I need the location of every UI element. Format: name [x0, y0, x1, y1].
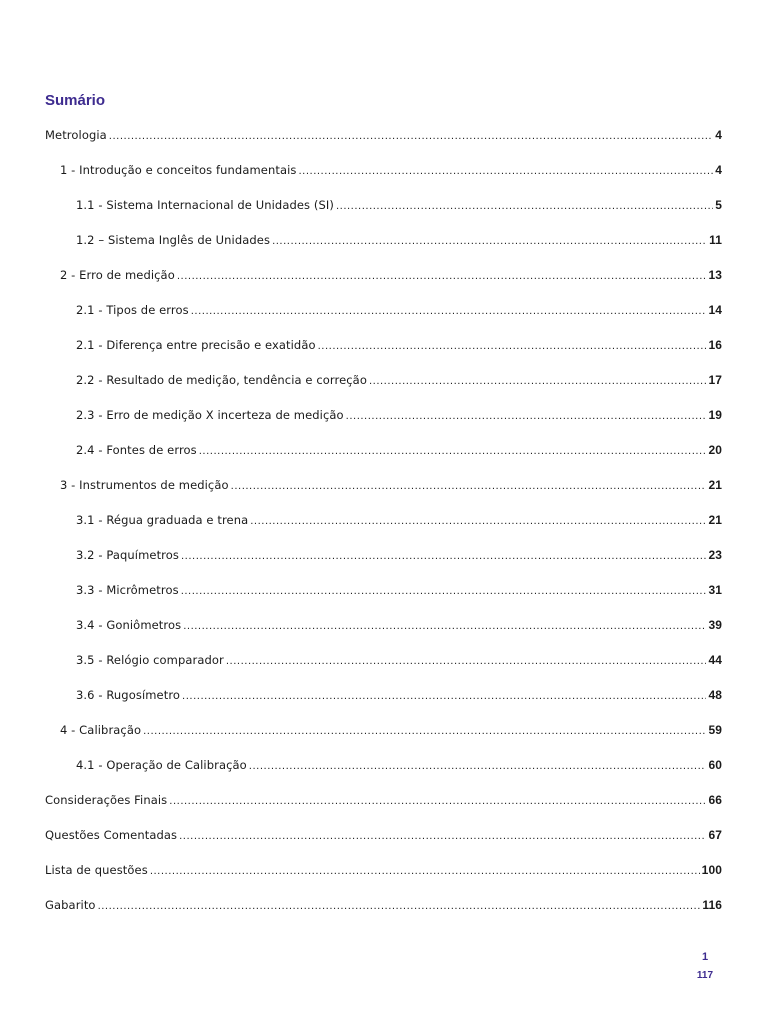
toc-entry-page: 59 — [708, 723, 722, 737]
toc-entry-page: 39 — [708, 618, 722, 632]
toc-entry-page: 67 — [708, 828, 722, 842]
toc-leader-dots — [369, 376, 706, 387]
toc-entry-label: 2.2 - Resultado de medição, tendência e correção — [76, 373, 367, 387]
toc-leader-dots — [250, 516, 706, 527]
toc-leader-dots — [183, 621, 706, 632]
toc-entry[interactable] — [76, 443, 722, 465]
toc-entry[interactable] — [76, 408, 722, 430]
toc-leader-dots — [298, 166, 713, 177]
toc-leader-dots — [150, 866, 700, 877]
toc-entry-page: 14 — [708, 303, 722, 317]
toc-entry[interactable] — [76, 618, 722, 640]
toc-entry-label: 3.2 - Paquímetros — [76, 548, 179, 562]
toc-entry-label: 3.1 - Régua graduada e trena — [76, 513, 249, 527]
toc-leader-dots — [226, 656, 707, 667]
toc-entry[interactable] — [76, 758, 722, 780]
toc-entry-page: 4 — [715, 128, 722, 142]
toc-entry[interactable] — [76, 373, 722, 395]
toc-entry[interactable] — [45, 863, 722, 885]
toc-leader-dots — [336, 201, 713, 212]
toc-entry-label: 1.2 – Sistema Inglês de Unidades — [76, 233, 271, 247]
toc-leader-dots — [181, 586, 707, 597]
toc-entry-label: 3 - Instrumentos de medição — [60, 478, 229, 492]
toc-title: Sumário — [45, 92, 106, 109]
toc-entry-page: 60 — [708, 758, 722, 772]
toc-entry[interactable] — [45, 128, 722, 150]
toc-leader-dots — [199, 446, 707, 457]
toc-leader-dots — [177, 271, 707, 282]
toc-entry-page: 66 — [708, 793, 722, 807]
toc-entry-label: 1 - Introdução e conceitos fundamentais — [60, 163, 297, 177]
toc-entry-page: 21 — [708, 513, 722, 527]
toc-entry[interactable] — [60, 478, 722, 500]
toc-entry-label: 2.1 - Diferença entre precisão e exatidão — [76, 338, 316, 352]
total-pages-number: 117 — [696, 970, 714, 981]
toc-entry-page: 44 — [708, 653, 722, 667]
toc-entry-label: Considerações Finais — [45, 793, 168, 807]
toc-entry[interactable] — [76, 303, 722, 325]
toc-entry[interactable] — [76, 653, 722, 675]
toc-entry-page: 19 — [708, 408, 722, 422]
toc-entry-label: Gabarito — [45, 898, 96, 912]
toc-leader-dots — [318, 341, 707, 352]
toc-entry-label: 4 - Calibração — [60, 723, 142, 737]
toc-entry-page: 48 — [708, 688, 722, 702]
toc-leader-dots — [346, 411, 707, 422]
toc-entry-label: 2 - Erro de medição — [60, 268, 175, 282]
toc-entry[interactable] — [45, 898, 722, 920]
toc-leader-dots — [181, 551, 706, 562]
toc-entry[interactable] — [60, 268, 722, 290]
toc-entry[interactable] — [45, 828, 722, 850]
toc-entry-label: 4.1 - Operação de Calibração — [76, 758, 247, 772]
toc-entry-label: Questões Comentadas — [45, 828, 178, 842]
toc-entry-label: 1.1 - Sistema Internacional de Unidades (SI) — [76, 198, 334, 212]
toc-entry-label: Lista de questões — [45, 863, 148, 877]
toc-entry-page: 100 — [701, 863, 722, 877]
toc-entry-label: 3.4 - Goniômetros — [76, 618, 182, 632]
toc-entry[interactable] — [76, 513, 722, 535]
toc-entry[interactable] — [45, 793, 722, 815]
toc-entry[interactable] — [76, 583, 722, 605]
toc-leader-dots — [231, 481, 707, 492]
toc-entry[interactable] — [60, 163, 722, 185]
toc-entry-label: 3.5 - Relógio comparador — [76, 653, 224, 667]
toc-entry-page: 11 — [709, 233, 722, 247]
toc-entry-label: 3.6 - Rugosímetro — [76, 688, 181, 702]
toc-entry-label: Metrologia — [45, 128, 107, 142]
toc-entry[interactable] — [76, 338, 722, 360]
toc-leader-dots — [179, 831, 706, 842]
toc-entry-label: 2.3 - Erro de medição X incerteza de medição — [76, 408, 344, 422]
toc-entry-label: 3.3 - Micrômetros — [76, 583, 179, 597]
toc-entry-page: 116 — [702, 898, 722, 912]
toc-entry-page: 20 — [708, 443, 722, 457]
toc-leader-dots — [182, 691, 706, 702]
toc-leader-dots — [109, 131, 713, 142]
toc-entry-page: 16 — [708, 338, 722, 352]
toc-leader-dots — [249, 761, 707, 772]
toc-entry[interactable] — [60, 723, 722, 745]
toc-entry[interactable] — [76, 198, 722, 220]
toc-leader-dots — [191, 306, 707, 317]
toc-leader-dots — [169, 796, 706, 807]
toc-entry[interactable] — [76, 688, 722, 710]
toc-entry-page: 4 — [715, 163, 722, 177]
toc-leader-dots — [98, 901, 701, 912]
toc-entry-page: 21 — [708, 478, 722, 492]
toc-leader-dots — [143, 726, 706, 737]
toc-entry-page: 13 — [708, 268, 722, 282]
toc-entry-page: 17 — [708, 373, 722, 387]
toc-entry-label: 2.1 - Tipos de erros — [76, 303, 189, 317]
toc-entry-page: 23 — [708, 548, 722, 562]
toc-entry-label: 2.4 - Fontes de erros — [76, 443, 197, 457]
toc-entry[interactable] — [76, 548, 722, 570]
current-page-number: 1 — [701, 951, 709, 963]
toc-entry-page: 31 — [708, 583, 722, 597]
toc-entry[interactable] — [76, 233, 722, 255]
toc-leader-dots — [272, 236, 707, 247]
toc-entry-page: 5 — [715, 198, 722, 212]
